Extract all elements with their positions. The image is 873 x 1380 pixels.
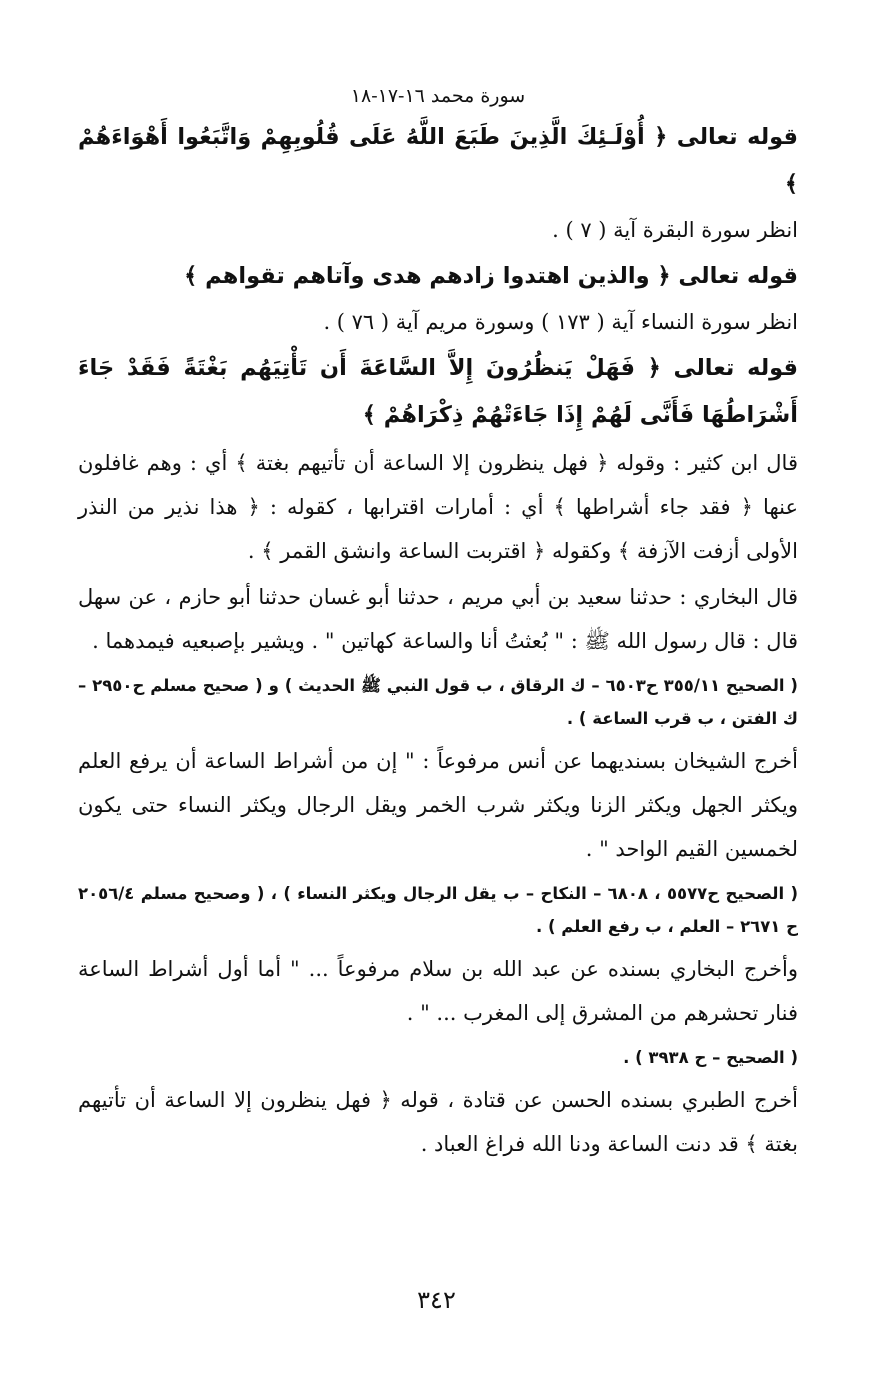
page-content: [78, 82, 798, 1166]
hadith-paragraph: أخرج الشيخان بسنديهما عن أنس مرفوعاً : " إن من أشراط الساعة أن يرفع العلم ويكثر الجهل ويكثر الزنا ويكثر شرب الخمر ويقل الرجال ويكثر النساء حتى يكون لخمسين القيم الواحد " .: [78, 749, 798, 861]
verse-heading: قوله تعالى ﴿ فَهَلْ يَنظُرُونَ إِلاَّ السَّاعَةَ أَن تَأْتِيَهُم بَغْتَةً فَقَدْ جَاءَ أَشْرَاطُهَا فَأَنَّى لَهُمْ إِذَا جَاءَتْهُمْ ذِكْرَاهُمْ ﴾: [78, 355, 798, 428]
page-number: ٣٤٢: [417, 1286, 456, 1314]
commentary-paragraph: أخرج الطبري بسنده الحسن عن قتادة ، قوله ﴿ فهل ينظرون إلا الساعة أن تأتيهم بغتة ﴾ قد دنت الساعة ودنا الله فراغ العباد .: [78, 1088, 798, 1156]
hadith-paragraph: قال البخاري : حدثنا سعيد بن أبي مريم ، حدثنا أبو غسان حدثنا أبو حازم ، عن سهل قال : قال رسول الله ﷺ : " بُعثتُ أنا والساعة كهاتين " . ويشير بإصبعيه فيمدهما .: [78, 585, 798, 653]
verse-heading: قوله تعالى ﴿ والذين اهتدوا زادهم هدى وآتاهم تقواهم ﴾: [184, 263, 798, 289]
source-citation: ( الصحيح ح٥٥٧٧ ، ٦٨٠٨ – النكاح – ب يقل الرجال ويكثر النساء ) ، ( وصحيح مسلم ٢٠٥٦/٤ ح ٢٦٧١ – العلم ، ب رفع العلم ) .: [78, 884, 798, 936]
running-head: سورة محمد ١٦-١٧-١٨: [350, 85, 526, 107]
source-citation: ( الصحيح – ح ٣٩٣٨ ) .: [623, 1048, 798, 1067]
hadith-paragraph: وأخرج البخاري بسنده عن عبد الله بن سلام مرفوعاً ... " أما أول أشراط الساعة فنار تحشرهم من المشرق إلى المغرب ... " .: [78, 957, 798, 1025]
cross-reference: انظر سورة النساء آية ( ١٧٣ ) وسورة مريم آية ( ٧٦ ) .: [323, 310, 798, 334]
source-citation: ( الصحيح ٣٥٥/١١ ح٦٥٠٣ – ك الرقاق ، ب قول النبي ﷺ الحديث ) و ( صحيح مسلم ح٢٩٥٠ – ك الفتن ، ب قرب الساعة ) .: [78, 676, 798, 728]
verse-heading: قوله تعالى ﴿ أُوْلَـئِكَ الَّذِينَ طَبَعَ اللَّهُ عَلَى قُلُوبِهِمْ وَاتَّبَعُوا أَهْوَاءَهُمْ ﴾: [78, 124, 798, 197]
cross-reference: انظر سورة البقرة آية ( ٧ ) .: [552, 218, 798, 242]
commentary-paragraph: قال ابن كثير : وقوله ﴿ فهل ينظرون إلا الساعة أن تأتيهم بغتة ﴾ أي : وهم غافلون عنها ﴿ فقد جاء أشراطها ﴾ أي : أمارات اقترابها ، كقوله : ﴿ هذا نذير من النذر الأولى أزفت الآزفة ﴾ وكقوله ﴿ اقتربت الساعة وانشق القمر ﴾ .: [78, 451, 798, 563]
